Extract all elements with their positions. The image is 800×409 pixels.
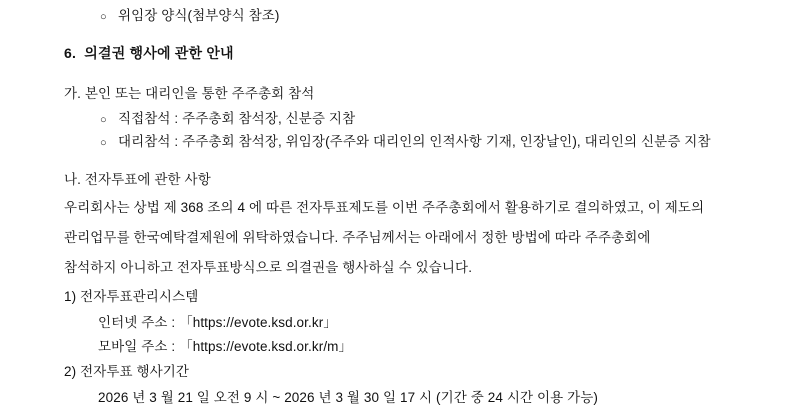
section-title: 의결권 행사에 관한 안내 [84, 45, 234, 61]
subsection-na-title: 전자투표에 관한 사항 [84, 172, 211, 187]
spacer-before-num2 [64, 354, 736, 363]
numbered-item-2-title: 전자투표 행사기간 [80, 363, 190, 379]
list-item-text: 위임장 양식(첨부양식 참조) [118, 8, 280, 23]
internet-address-line [64, 315, 736, 330]
numbered-item-2 [64, 363, 736, 381]
section-number: 6. [64, 45, 77, 61]
subsection-ga-title: 본인 또는 대리인을 통한 주주총회 참석 [84, 86, 315, 101]
paragraph-line [64, 198, 736, 219]
spacer-para-1 [64, 219, 736, 228]
numbered-item-1 [64, 288, 736, 306]
paragraph-text: 참석하지 아니하고 전자투표방식으로 의결권을 행사하실 수 있습니다. [64, 259, 473, 275]
list-item [64, 112, 736, 126]
paragraph-text: 우리회사는 상법 제 368 조의 4 에 따른 전자투표제도를 이번 주주총회에서 활용하기로 결의하였고, 이 제도의 [64, 200, 705, 215]
subsection-ga-label: 가. [64, 86, 81, 101]
circle-bullet-icon: ○ [100, 114, 107, 126]
mobile-address-line [64, 339, 736, 354]
subsection-na-label: 나. [64, 172, 81, 187]
spacer-num1-2 [64, 330, 736, 339]
list-item-text: 직접참석 : 주주총회 참석장, 신분증 지참 [118, 111, 356, 126]
subsection-na-heading [64, 171, 736, 189]
circle-bullet-icon: ○ [100, 11, 107, 23]
numbered-item-2-label: 2) [64, 363, 77, 379]
voting-period-line [64, 390, 736, 405]
numbered-item-1-label: 1) [64, 288, 77, 304]
internet-address-text: 인터넷 주소 : 「https://evote.ksd.or.kr」 [98, 314, 337, 330]
numbered-item-1-title: 전자투표관리시스템 [80, 288, 199, 304]
list-item [64, 135, 736, 149]
spacer-para-2 [64, 249, 736, 258]
spacer-num1-1 [64, 306, 736, 315]
voting-period-text: 2026 년 3 월 21 일 오전 9 시 ~ 2026 년 3 월 30 일 17 시 (기간 중 24 시간 이용 가능) [98, 389, 598, 405]
mobile-address-text: 모바일 주소 : 「https://evote.ksd.or.kr/m」 [98, 338, 353, 354]
spacer-before-num1 [64, 279, 736, 288]
spacer-before-na [64, 149, 736, 171]
subsection-ga-heading [64, 85, 736, 103]
spacer-before-section [64, 23, 736, 45]
spacer-num2-1 [64, 381, 736, 390]
list-item [64, 9, 736, 23]
circle-bullet-icon: ○ [100, 137, 107, 149]
spacer-after-section [64, 63, 736, 85]
paragraph-line [64, 258, 736, 279]
list-item-text: 대리참석 : 주주총회 참석장, 위임장(주주와 대리인의 인적사항 기재, 인장날인), 대리인의 신분증 지참 [118, 134, 711, 149]
paragraph-text: 관리업무를 한국예탁결제원에 위탁하였습니다. 주주님께서는 아래에서 정한 방법에 따라 주주총회에 [64, 229, 651, 245]
spacer-na-1 [64, 189, 736, 198]
paragraph-line [64, 228, 736, 249]
section-heading [64, 45, 736, 63]
